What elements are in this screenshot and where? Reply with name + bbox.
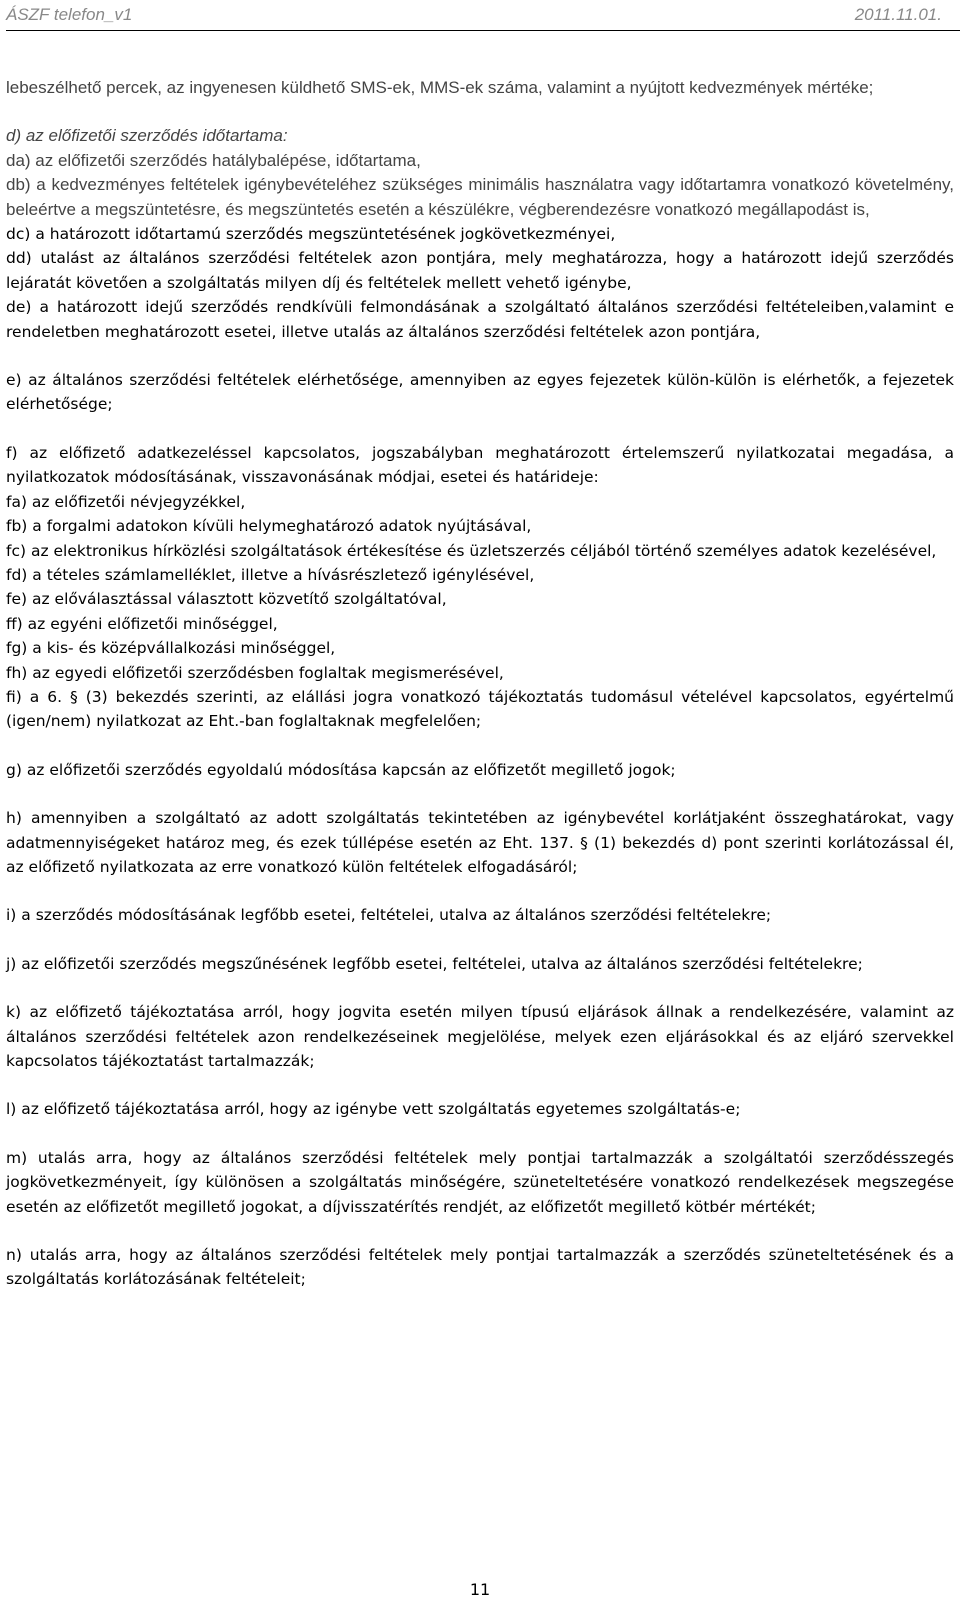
paragraph: db) a kedvezményes feltételek igénybevételéhez szükséges minimális használatra vagy időtartamra vonatkozó követelmény, beleértve a megszüntetésre, és megszüntetés esetén a készülékre, végberendezésre vonatkozó megállapodást is, <box>6 175 954 219</box>
paragraph: fa) az előfizetői névjegyzékkel, <box>6 492 246 511</box>
paragraph-spacer <box>6 782 954 806</box>
paragraph: n) utalás arra, hogy az általános szerződési feltételek mely pontjai tartalmazzák a szerződés szüneteltetésének és a szolgáltatás korlátozásának feltételeit; <box>6 1246 954 1289</box>
page-header <box>6 0 960 31</box>
paragraph: fd) a tételes számlamelléklet, illetve a hívásrészletező igénylésével, <box>6 565 535 584</box>
paragraph: f) az előfizető adatkezeléssel kapcsolatos, jogszabályban meghatározott értelemszerű nyilatkozatai megadása, a nyilatkozatok módosításának, visszavonásának módjai, esetei és határideje: <box>6 443 954 487</box>
paragraph-spacer <box>6 1219 954 1243</box>
paragraph: da) az előfizetői szerződés hatálybalépése, időtartama, <box>6 150 421 170</box>
paragraph: l) az előfizető tájékoztatása arról, hogy az igénybe vett szolgáltatás egyetemes szolgáltatás-e; <box>6 1100 741 1119</box>
paragraph: fe) az előválasztással választott közvetítő szolgáltatóval, <box>6 590 447 609</box>
paragraph-spacer <box>6 976 954 1000</box>
paragraph: e) az általános szerződési feltételek elérhetősége, amennyiben az egyes fejezetek külön-külön is elérhetők, a fejezetek elérhetősége; <box>6 371 954 414</box>
paragraph: fh) az egyedi előfizetői szerződésben foglaltak megismerésével, <box>6 663 504 682</box>
paragraph: lebeszélhető percek, az ingyenesen küldhető SMS-ek, MMS-ek száma, valamint a nyújtott kedvezmények mértéke; <box>6 78 874 97</box>
paragraph: k) az előfizető tájékoztatása arról, hogy jogvita esetén milyen típusú eljárások állnak a rendelkezésére, valamint az általános szerződési feltételek azon rendelkezéseinek megjelölése, melyek ezen eljárásokkal és az eljáró szervekkel kapcsolatos tájékoztatást tartalmazzák; <box>6 1003 954 1070</box>
paragraph: fi) a 6. § (3) bekezdés szerinti, az elállási jogra vonatkozó tájékoztatás tudomásul vételével kapcsolatos, egyértelmű (igen/nem) nyilatkozat az Eht.-ban foglaltaknak megfelelően; <box>6 687 954 731</box>
paragraph: g) az előfizetői szerződés egyoldalú módosítása kapcsán az előfizetőt megillető jogok; <box>6 760 676 779</box>
paragraph: m) utalás arra, hogy az általános szerződési feltételek mely pontjai tartalmazzák a szolgáltatói szerződésszegés jogkövetkezményeit, így különösen a szolgáltatás minőségére, szüneteltetésére vonatkozó rendelkezések megszegése esetén az előfizetőt megillető jogokat, a díjvisszatérítés rendjét, az előfizetőt megillető kötbér mértékét; <box>6 1148 954 1216</box>
paragraph-spacer <box>6 734 954 758</box>
paragraph: ff) az egyéni előfizetői minőséggel, <box>6 614 278 633</box>
paragraph-spacer <box>6 417 954 441</box>
paragraph: fg) a kis- és középvállalkozási minőséggel, <box>6 639 336 658</box>
paragraph: i) a szerződés módosításának legfőbb esetei, feltételei, utalva az általános szerződési feltételekre; <box>6 906 772 925</box>
paragraph: dc) a határozott időtartamú szerződés megszüntetésének jogkövetkezményei, <box>6 225 616 244</box>
paragraph-spacer <box>6 344 954 368</box>
page-number: 11 <box>469 1580 491 1599</box>
paragraph: fc) az elektronikus hírközlési szolgáltatások értékesítése és üzletszerzés céljából történő személyes adatok kezelésével, <box>6 541 937 560</box>
paragraph: de) a határozott idejű szerződés rendkívüli felmondásának a szolgáltató általános szerződési feltételeiben,valamint e rendeletben meghatározott esetei, illetve utalás az általános szerződési feltételek azon pontjára, <box>6 298 954 341</box>
document-date: 2011.11.01. <box>854 5 942 24</box>
paragraph: h) amennyiben a szolgáltató az adott szolgáltatás tekintetében az igénybevétel korlátjaként összeghatárokat, vagy adatmennyiségeket határoz meg, és ezek túllépése esetén az Eht. 137. § (1) bekezdés d) pont szerinti korlátozással él, az előfizető nyilatkozata az erre vonatkozó külön feltételek elfogadásáról; <box>6 809 954 876</box>
document-body <box>6 76 954 1292</box>
document-title: ÁSZF telefon_v1 <box>6 5 133 24</box>
paragraph-spacer <box>6 879 954 903</box>
paragraph-spacer <box>6 1073 954 1097</box>
paragraph: dd) utalást az általános szerződési feltételek azon pontjára, mely meghatározza, hogy a határozott idejű szerződés lejáratát követően a szolgáltatás milyen díj és feltételek mellett vehető igénybe, <box>6 249 954 292</box>
paragraph: j) az előfizetői szerződés megszűnésének legfőbb esetei, feltételei, utalva az általános szerződési feltételekre; <box>6 954 863 973</box>
paragraph-spacer <box>6 100 954 124</box>
paragraph: d) az előfizetői szerződés időtartama: <box>6 126 288 146</box>
paragraph-spacer <box>6 928 954 952</box>
paragraph: fb) a forgalmi adatokon kívüli helymeghatározó adatok nyújtásával, <box>6 517 532 536</box>
paragraph-spacer <box>6 1122 954 1146</box>
